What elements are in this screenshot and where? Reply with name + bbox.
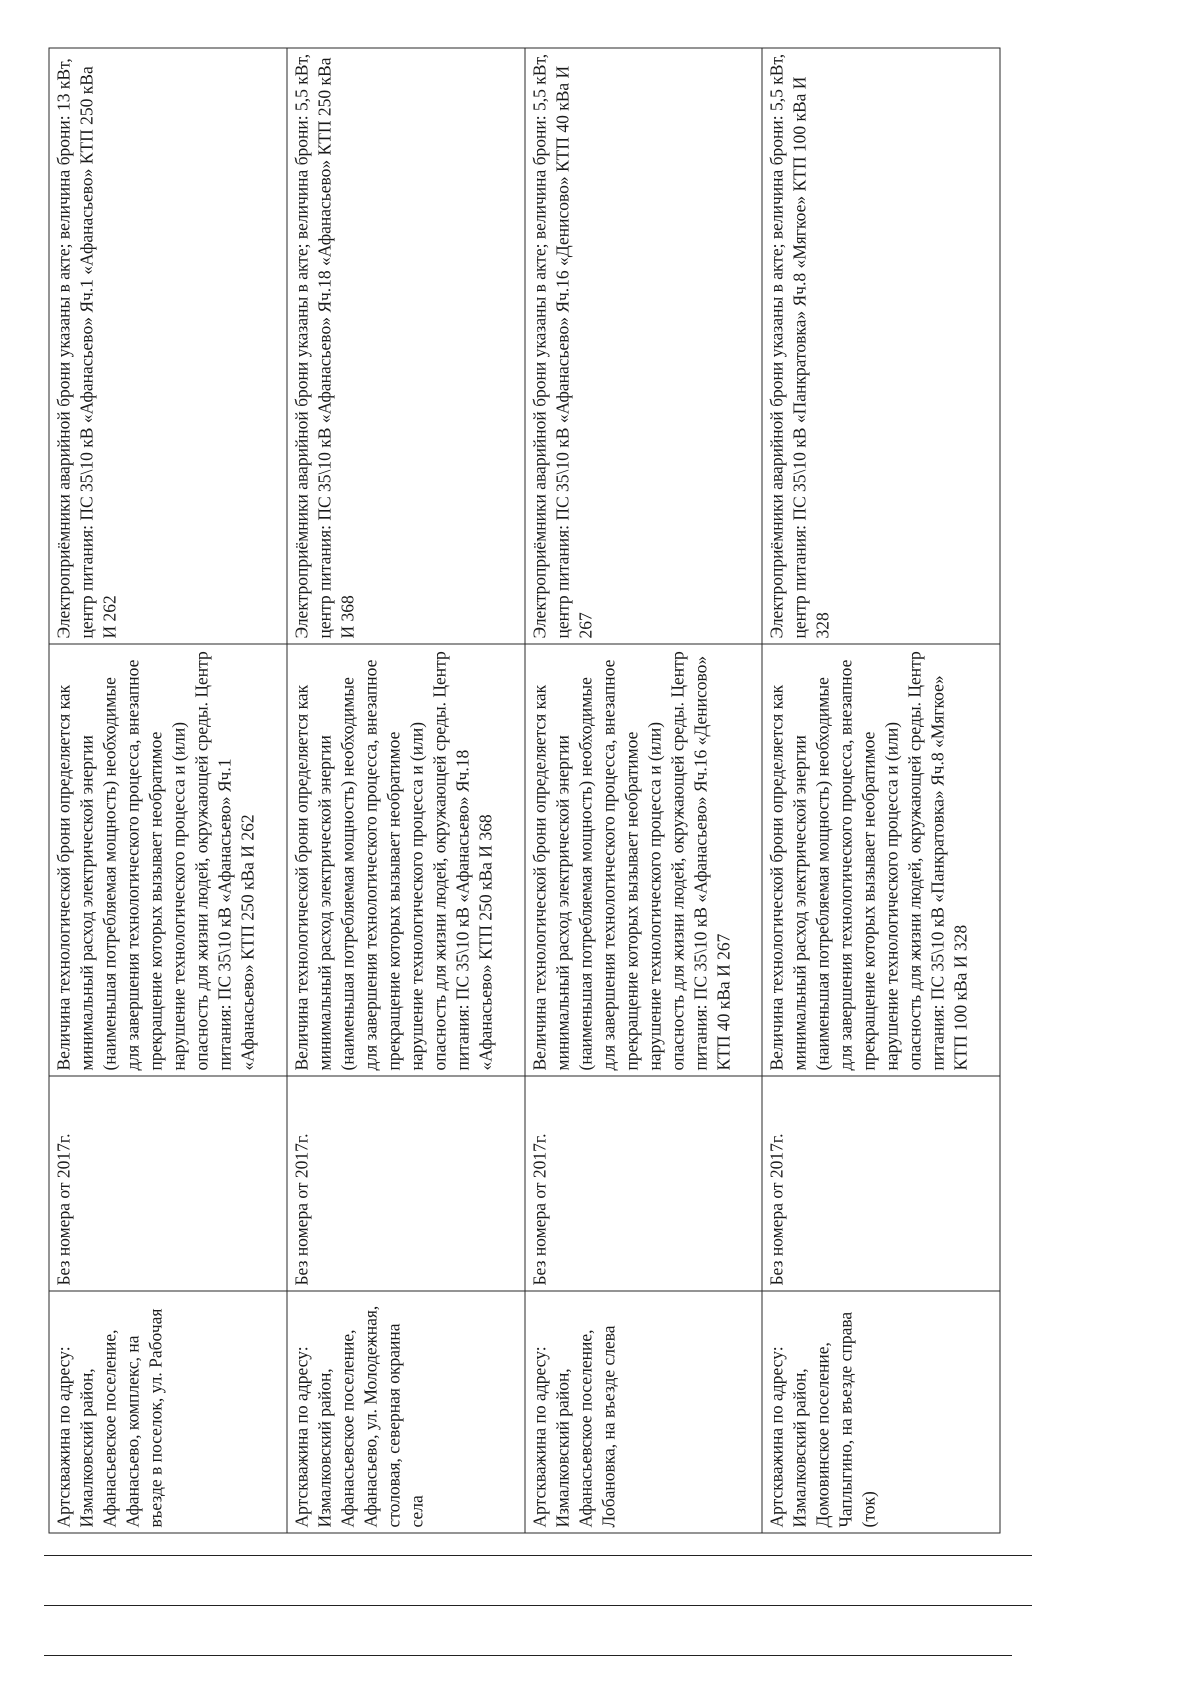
emergency-reserve-text: Электроприёмники аварийной брони указаны в акте; величина брони: 5,5 кВт, центр питания: ПС 35\10 кВ «Афанасьево» Яч.16 «Денисово» КТП 40 кВа И 267: [528, 53, 595, 638]
technological-reserve-text: Величина технологической брони определяется как минимальный расход электрической энергии (наименьшая потребляемая мощность) необходимые для завершения технологического процесса, внезапное прекращение которых вызывает необратимое нарушение технологического процесса и (или) опасность для жизни людей, окружающей среды. Центр питания: ПС 35\10 кВ «Афанасьево» Яч.18 «Афанасьево» КТП 250 кВа И 368: [290, 650, 495, 1070]
rotated-table-container: [48, 48, 1000, 1533]
technological-reserve-text: Величина технологической брони определяется как минимальный расход электрической энергии (наименьшая потребляемая мощность) необходимые для завершения технологического процесса, внезапное прекращение которых вызывает необратимое нарушение технологического процесса и (или) опасность для жизни людей, окружающей среды. Центр питания: ПС 35\10 кВ «Панкратовка» Яч.8 «Мягкое» КТП 100 кВа И 328: [766, 650, 971, 1070]
object-address-cell: [286, 1291, 524, 1533]
signature-line: [44, 1605, 1032, 1606]
act-reference-cell: [762, 1076, 1000, 1291]
emergency-reserve-text: Электроприёмники аварийной брони указаны в акте; величина брони: 5,5 кВт, центр питания: ПС 35\10 кВ «Афанасьево» Яч.18 «Афанасьево» КТП 250 кВа И 368: [290, 53, 357, 638]
emergency-reserve-text: Электроприёмники аварийной брони указаны в акте; величина брони: 13 кВт, центр питания: ПС 35\10 кВ «Афанасьево» Яч.1 «Афанасьево» КТП 250 кВа И 262: [53, 57, 119, 638]
rotated-table-area: [48, 48, 1000, 1533]
technological-reserve-cell: [49, 644, 287, 1076]
emergency-reserve-text: Электроприёмники аварийной брони указаны в акте; величина брони: 5,5 кВт, центр питания: ПС 35\10 кВ «Панкратовка» Яч.8 «Мягкое» КТП 100 кВа И 328: [766, 53, 833, 638]
act-reference-cell: [286, 1076, 524, 1291]
technological-reserve-cell: [286, 644, 524, 1076]
object-address-cell: [762, 1291, 1000, 1533]
power-reserve-table: [48, 47, 1000, 1533]
technological-reserve-cell: [762, 644, 1000, 1076]
emergency-reserve-cell: [49, 48, 287, 644]
emergency-reserve-cell: [762, 48, 1000, 644]
act-reference-text: Без номера от 2017г.: [290, 1133, 311, 1285]
table-row: [49, 48, 287, 1533]
signature-line: [44, 1555, 1032, 1556]
object-address-text: Артскважина по адресу: Измалковский район, Афанасьевское поселение, Лобановка, на въезде слева: [528, 1324, 618, 1527]
object-address-cell: [524, 1291, 762, 1533]
technological-reserve-text: Величина технологической брони определяется как минимальный расход электрической энергии (наименьшая потребляемая мощность) необходимые для завершения технологического процесса, внезапное прекращение которых вызывает необратимое нарушение технологического процесса и (или) опасность для жизни людей, окружающей среды. Центр питания: ПС 35\10 кВ «Афанасьево» Яч.16 «Денисово» КТП 40 кВа И 267: [528, 650, 733, 1070]
table-row: [524, 48, 762, 1533]
emergency-reserve-cell: [524, 48, 762, 644]
act-reference-cell: [49, 1076, 287, 1291]
act-reference-text: Без номера от 2017г.: [766, 1133, 787, 1285]
table-row: [286, 48, 524, 1533]
object-address-text: Артскважина по адресу: Измалковский район, Афанасьевское поселение, Афанасьево, комплекс, на въезде в поселок, ул. Рабочая: [53, 1308, 165, 1527]
signature-line: [44, 1655, 1012, 1656]
emergency-reserve-cell: [286, 48, 524, 644]
act-reference-cell: [524, 1076, 762, 1291]
object-address-text: Артскважина по адресу: Измалковский район, Домовинское поселение, Чаплыгино, на въезде справа (ток): [766, 1311, 879, 1527]
object-address-cell: [49, 1291, 287, 1533]
technological-reserve-cell: [524, 644, 762, 1076]
act-reference-text: Без номера от 2017г.: [53, 1133, 73, 1285]
technological-reserve-text: Величина технологической брони определяется как минимальный расход электрической энергии (наименьшая потребляемая мощность) необходимые для завершения технологического процесса, внезапное прекращение которых вызывает необратимое нарушение технологического процесса и (или) опасность для жизни людей, окружающей среды. Центр питания: ПС 35\10 кВ «Афанасьево» Яч.1 «Афанасьево» КТП 250 кВа И 262: [53, 650, 257, 1070]
table-row: [762, 48, 1000, 1533]
object-address-text: Артскважина по адресу: Измалковский район, Афанасьевское поселение, Афанасьево, ул. Молодежная, столовая, северная окраина села: [290, 1305, 426, 1527]
act-reference-text: Без номера от 2017г.: [528, 1133, 549, 1285]
